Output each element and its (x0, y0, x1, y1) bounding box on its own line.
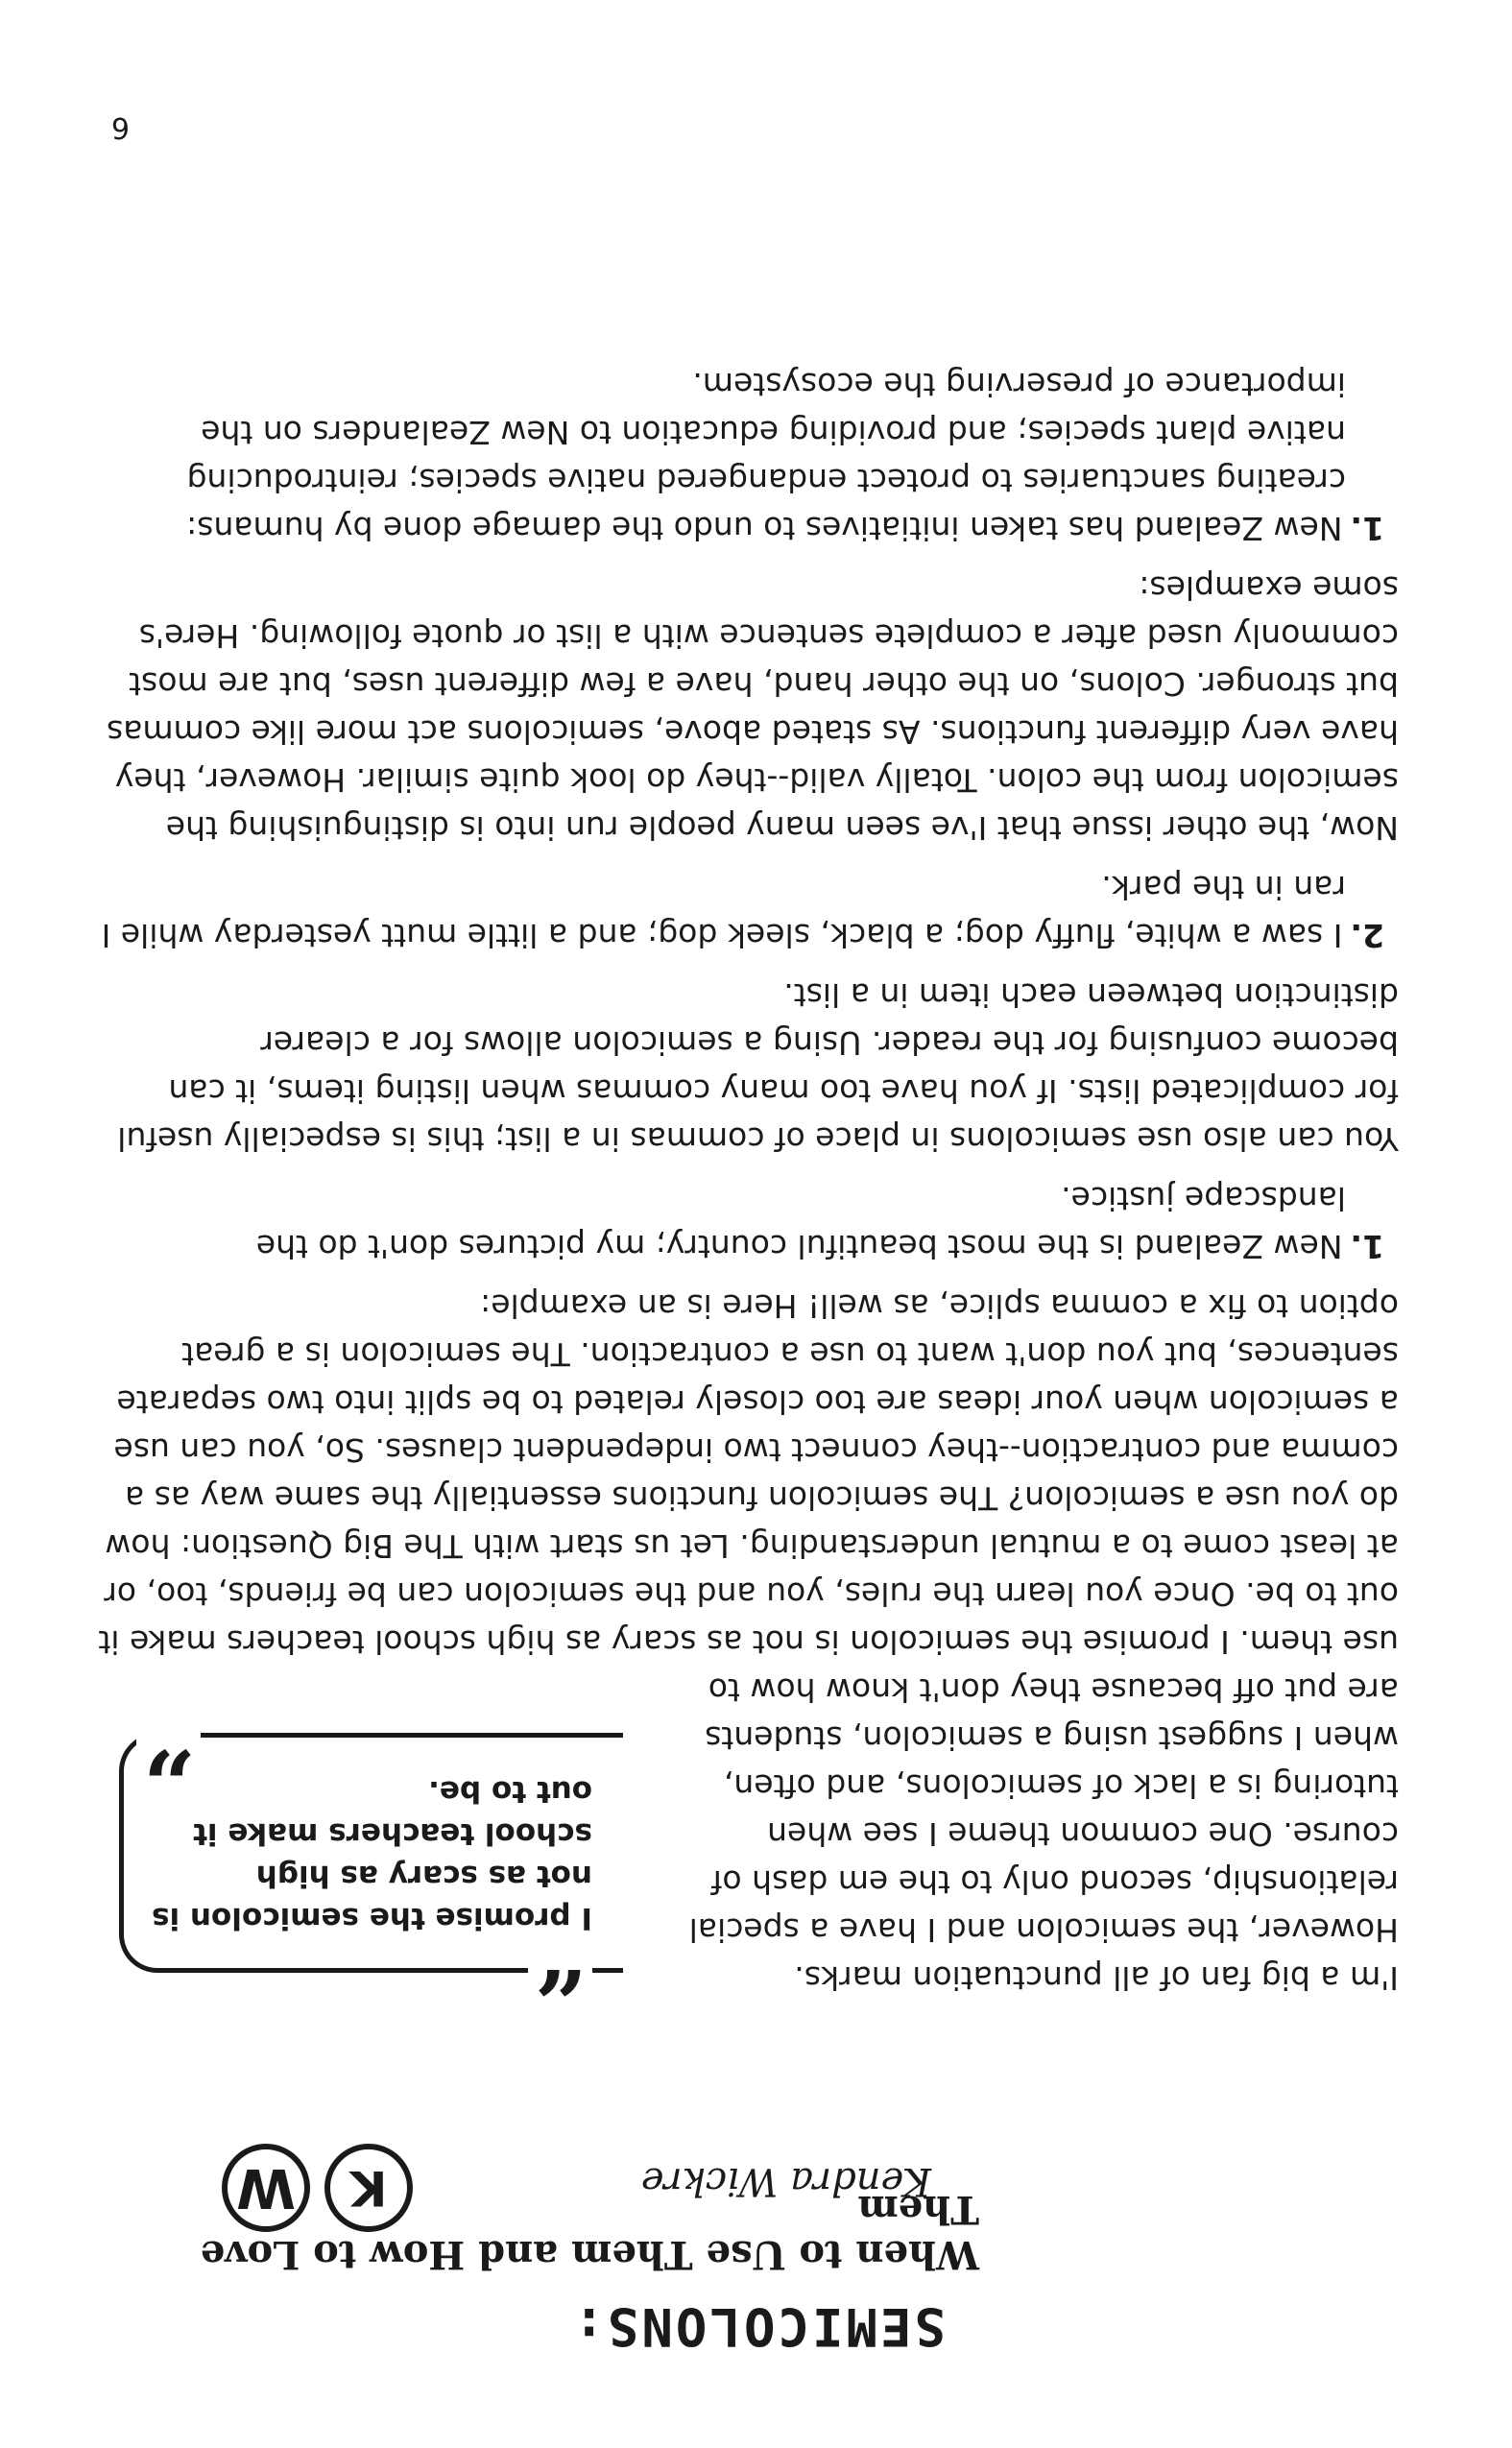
example-text: New Zealand is the most beautiful country; my pictures don't do the landscape justice. (255, 1180, 1346, 1265)
logo-k-circle: K (324, 2144, 413, 2232)
example-text: New Zealand has taken initiatives to undo the damage done by humans: creating sanctuaries to protect endangered native species; reintroducing native plant species; and providing education to New Zealanders on the importance of preserving the ecosystem. (186, 366, 1346, 547)
colon-paragraph: Now, the other issue that I've seen many people run into is distinguishing the semicolon from the colon. Totally valid--they do look quite similar. However, they have very different functions. As stated above, semicolons act more like commas but stronger. Colons, on the other hand, have a few different uses, but are most commonly used after a complete sentence with a list or quote following. Here's some examples: (107, 569, 1399, 847)
lists-paragraph: You can also use semicolons in place of commas in a list; this is especially useful for complicated lists. If you have too many commas when listing items, it can become confusing for the reader. Using a semicolon allows for a clearer distinction between each item in a list. (117, 976, 1399, 1158)
page-title: SEMICOLONS: (570, 2296, 946, 2357)
example-number: 1. (1350, 510, 1384, 547)
example-number: 1. (1350, 1228, 1384, 1265)
intro-paragraph: I'm a big fan of all punctuation marks. However, the semicolon and I have a special relationship, second only to the em dash of course. One common theme I see when tutoring is a lack of semicolons, and often, when I suggest using a semicolon, students are put off because they don't know how to use them. I promise the semicolon is not as scary as high school teachers make it out to be. Once you learn the rules, you and the semicolon can be friends, too, or at least come to a mutual understanding. Let us start with The Big Question: how do you use a semicolon? The semicolon functions essentially the same way as a comma and contraction--they connect two independent clauses. So, you can use a semicolon when your ideas are too closely related to be split into two separate sentences, but you don't want to use a contraction. The semicolon is a great option to fix a comma splice, as well! Here is an example: (98, 1287, 1399, 1997)
example-text: I saw a white, fluffy dog; a black, sleek dog; and a little mutt yesterday while I ran in the park. (101, 869, 1346, 954)
example-number: 2. (1350, 917, 1384, 954)
pull-quote-callout (98, 1686, 631, 2014)
logo-w-circle: W (222, 2144, 310, 2232)
example-item (98, 1174, 1399, 1270)
author-name: Kendra Wickre (640, 2159, 931, 2203)
close-quote-icon: ” (136, 1693, 201, 1786)
page-subtitle: When to Use Them and How to Love Them (200, 2187, 979, 2277)
article-body (98, 360, 1399, 2014)
callout-text: I promise the semicolon is not as scary as high school teachers make it out to be. (152, 1774, 592, 1935)
open-quote-icon: “ (528, 1913, 592, 2005)
example-item (98, 360, 1399, 552)
page-number: 6 (110, 110, 130, 144)
example-item (98, 863, 1399, 959)
